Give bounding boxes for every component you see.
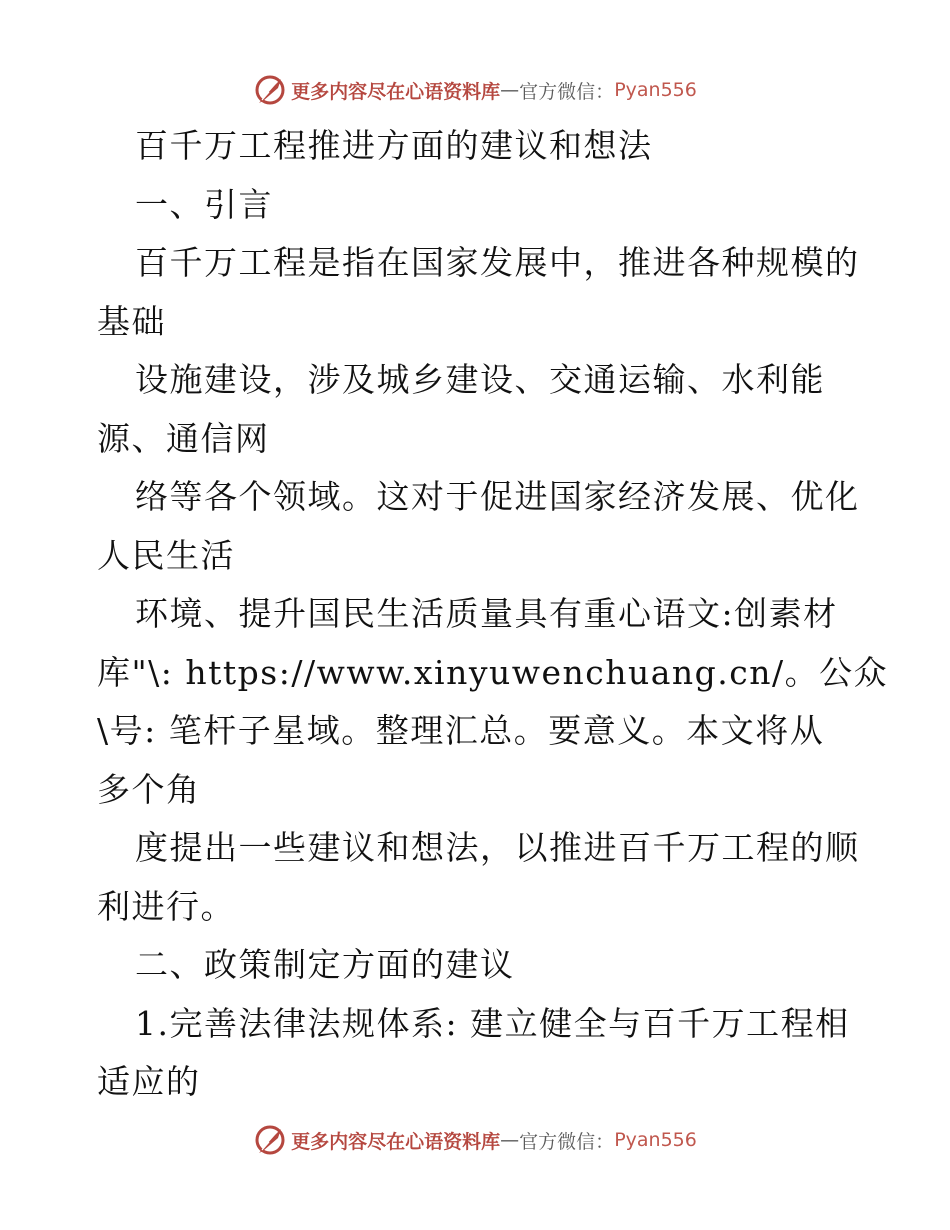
banner-dash: — xyxy=(500,1129,520,1151)
paragraph-line: 设施建设，涉及城乡建设、交通运输、水利能 xyxy=(135,360,825,399)
document-title: 百千万工程推进方面的建议和想法 xyxy=(135,126,653,165)
wechat-id: Pyan556 xyxy=(614,1129,697,1151)
paragraph-line: 利进行。 xyxy=(97,886,235,926)
paragraph-line: 人民生活 xyxy=(97,535,235,575)
paragraph-line: 多个角 xyxy=(97,769,201,809)
wechat-label: 官方微信： xyxy=(519,1130,615,1153)
paragraph-line: 适应的 xyxy=(97,1062,201,1101)
footer-watermark-banner xyxy=(0,1120,950,1160)
paragraph-line: 百千万工程是指在国家发展中，推进各种规模的 xyxy=(135,243,860,282)
paragraph-line: 环境、提升国民生活质量具有重心语文:创素材 xyxy=(135,594,838,633)
document-body xyxy=(97,117,889,1112)
header-watermark-banner xyxy=(0,70,950,110)
wechat-id: Pyan556 xyxy=(614,79,697,101)
paragraph-line: 源、通信网 xyxy=(97,418,270,458)
site-name-text: 更多内容尽在心语资料库 xyxy=(291,80,501,103)
quill-pen-logo-icon xyxy=(253,73,287,107)
banner-dash: — xyxy=(500,79,520,101)
paragraph-line: \号: 笔杆子星域。整理汇总。要意义。本文将从 xyxy=(97,711,825,750)
section-heading: 二、政策制定方面的建议 xyxy=(135,945,515,984)
wechat-label: 官方微信： xyxy=(519,80,615,103)
paragraph-line: 络等各个领域。这对于促进国家经济发展、优化 xyxy=(135,477,860,516)
paragraph-line: 基础 xyxy=(97,301,166,341)
site-name-text: 更多内容尽在心语资料库 xyxy=(291,1130,501,1153)
paragraph-line: 度提出一些建议和想法，以推进百千万工程的顺 xyxy=(135,828,860,867)
paragraph-line: 1.完善法律法规体系: 建立健全与百千万工程相 xyxy=(135,1003,850,1043)
section-heading: 一、引言 xyxy=(135,184,273,224)
quill-pen-logo-icon xyxy=(253,1123,287,1157)
paragraph-line: 库"\: https://www.xinyuwenchuang.cn/。公众 xyxy=(97,652,889,692)
